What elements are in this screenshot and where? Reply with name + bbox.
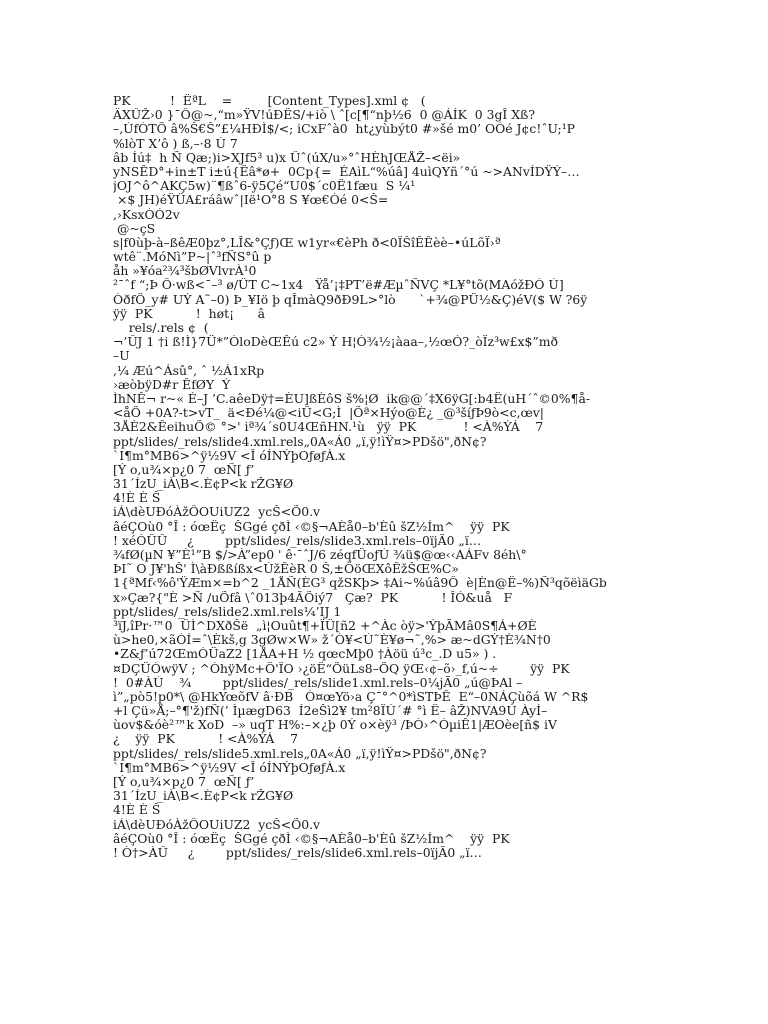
text-line: –U [113, 349, 130, 364]
text-line: ÌhNÊ¬ r~« É–J ’C.aêeDÿ†=ÈU]ßÈôS š%¦Ø ik@@´‡X6ÿG[:b4Ë(uH´ˆ©0%¶å- [113, 391, 591, 406]
text-line: ! Ò†>ÀÛ ¿ ppt/slides/_rels/slide6.xml.rels–0ïjÃ0 „ï… [113, 845, 482, 860]
text-line: ›æòbÿD#r ÊfØY Ý [113, 377, 231, 392]
text-line: ×$ JH)éŸÜA£ráâwˆ|Ië¹O°8 S ¥œ€Òé 0<Š= [113, 193, 389, 208]
text-line: PK ! ËªL = [Content_Types].xml ¢ ( [113, 94, 426, 108]
text-line: ¿ ÿÿ PK ! <À%ÝÁ 7 [113, 732, 299, 747]
text-line: ¤DÇÜÒwÿV ; ^ÒhÿMc+Ö'ÏO ›¿öË“ÕüLs8–ÕQ ÿŒ‹¢–õ›_f,ú~÷ ÿÿ PK [113, 661, 570, 676]
text-line: `I¶m°MB6>^ÿ½9V <Î óÍNÝþOƒøƒÀ.x [113, 448, 346, 463]
text-line: ùov$&óè²™k XoD –» uqT H%:–×¿þ 0Ý o×èÿ³ /ÞÒ›^ÒµiÊ1|ÆOèe[ñ$ iV [113, 718, 557, 733]
text-line: 3ÅÈ2&ÊeihuÕ© °>' iª¾´s0U4ŒñHN.¹ù ÿÿ PK ! <À%ÝÁ 7 [113, 420, 544, 435]
text-line: iÁ\dèUÐóÀžÔOUiUZ2 ycŠ<Õ0.v [113, 817, 321, 832]
text-line: –,ÚfÒTÕ â%Š€Š”£¼HÐÌ$/<; iCxFˆà0 ht¿yùbýt0 #»šé m0’ OÓé J¢c!ˆU;¹P [113, 122, 576, 137]
text-line: ,¼ Æú^Ásû°, ˆ ½Á1xRp [113, 363, 265, 378]
text-line: ¾fØ(µN ¥”È¹”B $/>À”ep0 ' ê·¯ˆJ/6 zéqfÜoƒÙ ¾ü$@œ‹‹AÁFv 8éh\° [113, 548, 527, 562]
text-line: iÁ\dèUÐóÀžÔOUiUZ2 ycŠ<Õ0.v [113, 505, 321, 520]
text-line: ppt/slides/_rels/slide4.xml.rels„0A«Á0 „ï,ÿ!ìŸ¤>PDšö",ðN¢? [113, 434, 487, 449]
text-line: ù>he0,×ãÓÍ=ˆ\Èkš,g 3gØw×W» ž´Ò¥<Ú˜È¥ø¬˜,%> æ~dGÝ†È¾N†0 [113, 633, 551, 648]
text-line: x»Çæ?{"È >Ñ /uÕfâ \ˆ013þ4ÃÕiý7 Çæ? PK ! ÎÓ&uå F [113, 590, 513, 605]
text-line: ÞI˜ O J¥'hŠ' Ì\àÐßßíßx<ÚžÊèR 0 Š,±ÔöŒXôÊžŠŒ%C» [113, 562, 459, 577]
text-line: +l Çü»Å;–°¶'ž)fÑ(’ ÌµægD63 Í2eŠì2¥ tm²8ÏÚ´# °ì Ë– âŽ)NVA9Ú ÀyÍ– [113, 704, 548, 719]
text-line: %lòT X’ô ) ß,–·8 Ù 7 [113, 136, 238, 151]
text-line: ³ïJ,îPr·™0 ÜÌ^DXðŠë „ì¦Ouût¶+ÏÜ[ñ2 +^Àc òÿ>'ÝþÃMâ0S¶Á+ØÈ [113, 618, 537, 633]
text-line: •Z&ƒ’ú72ŒmÓÜaZ2 [1ÅA+H ½ qœcMþ0 †Àöü ú³c_.D u5» ) . [113, 647, 497, 662]
text-line: `I¶m°MB6>^ÿ½9V <Î óÍNÝþOƒøƒÀ.x [113, 760, 346, 775]
text-line: s|f0ùþ-à–ßêÆ0þz°,LÎ&°Çƒ)Œ w1yr«€èPh ð<0ÏŠîÊÊèè–•úLõÏ›ª [113, 235, 501, 250]
text-line: [Ý o,u¾×p¿0 7 œÑ[ ƒ’ [113, 775, 255, 789]
text-line: ì”„pò5!p0*\ @HkYœõfV â·ÐB Ò¤œYö›a Ç¯°^0*ìSTÞÊ E“–0NÁÇùõá W ^R$ [113, 689, 589, 704]
text-line: âéÇOù0 °Î : óœËç ŠGgé çðÌ ‹©§¬AÈå0–b'Èû šZ½Ím^ ÿÿ PK [113, 519, 510, 534]
text-line: âb Íú‡ h Ñ Qæ;)i>XJf5³ u)x Ûˆ(úX/u»°ˆHÈhJŒÅŽ–<ëi» [113, 150, 461, 165]
text-line: 4!È È Š [113, 803, 161, 818]
text-line: ppt/slides/_rels/slide5.xml.rels„0A«Á0 „ï,ÿ!ìŸ¤>PDšö",ðN¢? [113, 746, 487, 761]
text-line: jOJ^ô^AKÇ5w)¨¶ßˆ6-ÿ5Çé“U0$´c0Ë1fæu S ¼¹ [113, 179, 416, 194]
text-line: ! 0#ÀÙ ¾ ppt/slides/_rels/slide1.xml.rels–0¼jÃ0 „ú@ÞAl – [113, 675, 523, 690]
text-line: 1{ªMf‹%ô'ŸÆm×=b^2 _1ÅÑ(ÈG³ qžSKþ> ‡Ai~%úâ9Ô è|Èn@Ë–%)Ñ³qõëìäGb [113, 576, 607, 591]
text-line: ÒðfÖ_y# UÝ A˜–0) Þ_¥Iö þ qÎmàQ9ðÐ9L>°lò `+¾@PÜ½&Ç)éV($ W ?6ÿ [113, 292, 588, 307]
text-line: ¬’ÛJ 1 †i ß!Ì}7Ü*”ÒloDèŒÊú c2» Ý H¦Ò¾½¡àaa–,½œÓ?_òÏz³w£x$”mð [113, 335, 558, 350]
text-line: yNSÊD°+in±T i±ú{Ëâ*ø+ 0Cp{= ÉAìL“%úâ] 4uìQYñ´°ú ~>ANvÍDŸÝ–… [113, 164, 580, 179]
text-line: 31´ÍzU_iÀ\B<.È¢P<k rŽG¥Ø [113, 477, 294, 492]
text-line: @~çS [113, 221, 156, 236]
text-line: ! xéÒÜÛ ¿ ppt/slides/_rels/slide3.xml.rels–0ïjÃ0 „ï… [113, 533, 482, 548]
text-line: 31´ÍzU_iÀ\B<.È¢P<k rŽG¥Ø [113, 789, 294, 804]
text-line: ÿÿ PK ! høt¡ â [113, 306, 266, 321]
text-line: [Ý o,u¾×p¿0 7 œÑ[ ƒ’ [113, 462, 255, 477]
text-line: åh »¥óa²¾³šbØVlvrÀ¹0 [113, 264, 257, 279]
text-line: ppt/slides/_rels/slide2.xml.rels¼’IJ 1 [113, 604, 342, 619]
text-line: wtê¨.MóNì”P~|ˆ³fÑS°û p [113, 250, 272, 265]
text-line: rels/.rels ¢ ( [113, 321, 209, 335]
text-line: ,›KsxÒÓ2v [113, 207, 180, 222]
text-line: âéÇOù0 °Î : óœËç ŠGgé çðÌ ‹©§¬AÈå0–b'Èû šZ½Ím^ ÿÿ PK [113, 831, 510, 846]
raw-document-text [113, 94, 743, 860]
text-line: <åÕ +0A?-t>vT_ ä<Ðé¼@<iÜ<G;Ì |Õª×Hýo@È¿ _@³šíƒÞ9ò<c,œv| [113, 406, 544, 421]
text-line: 4!È È Š [113, 491, 161, 506]
text-line: ²¯ˆf “;Þ Ô·wß<¯–³ ø/ÜT C~1x4 Ÿå’¡‡PT’ë#ÆµˆÑVÇ *L¥°tõ(MAóžÐÒ Ú] [113, 278, 564, 293]
text-line: ÄXÛŽ›0 }¯Ô@~,“m»ŸV!úÐËS/+iò \ ˆ[c[¶“nþ½6 0 @ÁÍK 0 3gÎ Xß? [113, 108, 535, 123]
